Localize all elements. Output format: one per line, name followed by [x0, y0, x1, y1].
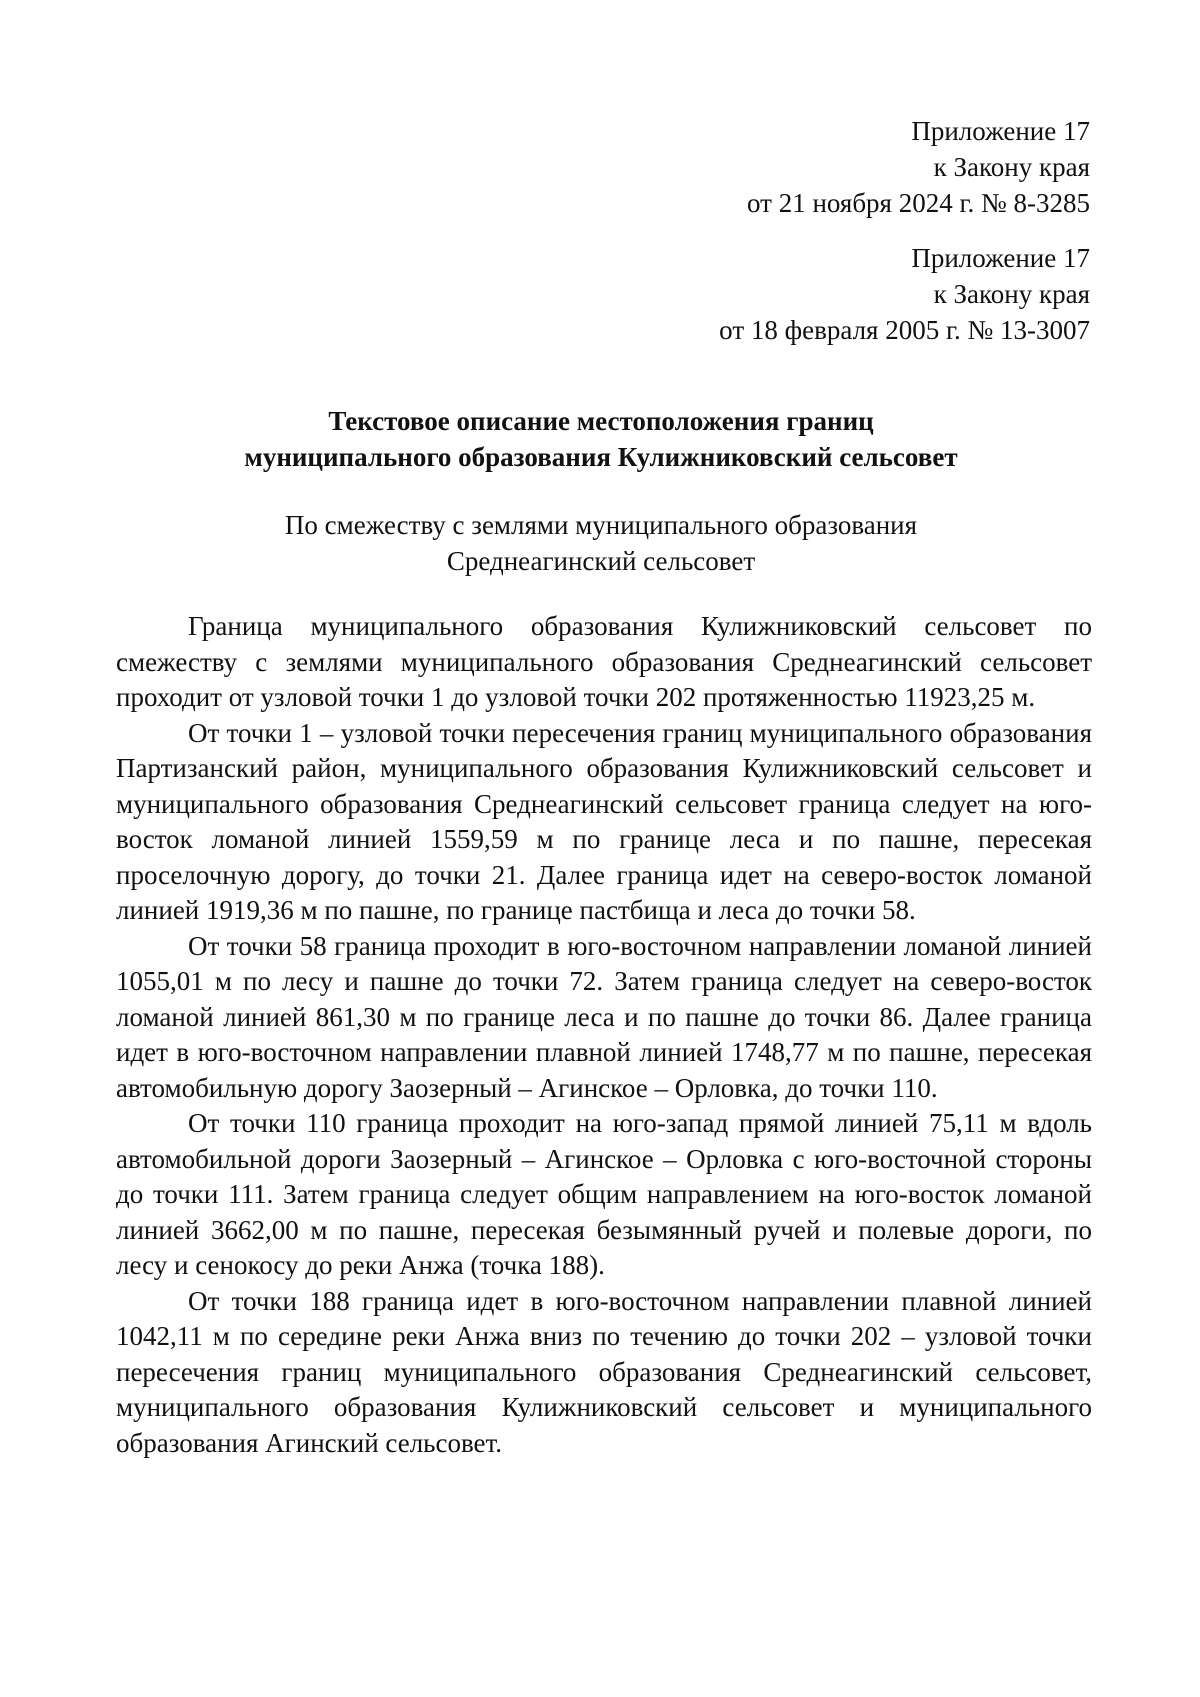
- annex-number: Приложение 17: [911, 243, 1090, 273]
- paragraph: Граница муниципального образования Кулижниковский сельсовет по смежеству с землями муниципального образования Среднеагинский сельсовет проходит от узловой точки 1 до узловой точки 202 протяженностью 11923,25 м.: [116, 611, 1092, 712]
- annex-header-original: [719, 240, 1090, 348]
- section-subtitle-line-1: По смежеству с землями муниципального образования: [284, 510, 918, 540]
- document-title-line-2: муниципального образования Кулижниковский сельсовет: [244, 442, 958, 472]
- paragraph: От точки 1 – узловой точки пересечения границ муниципального образования Партизанский район, муниципального образования Кулижниковский сельсовет и муниципального образования Среднеагинский сельсовет граница следует на юго-восток ломаной линией 1559,59 м по границе леса и по пашне, пересекая проселочную дорогу, до точки 21. Далее граница идет на северо-восток ломаной линией 1919,36 м по пашне, по границе пастбища и леса до точки 58.: [116, 717, 1092, 925]
- paragraph: От точки 110 граница проходит на юго-запад прямой линией 75,11 м вдоль автомобильной дороги Заозерный – Агинское – Орловка с юго-восточной стороны до точки 111. Затем граница следует общим направлением на юго-восток ломаной линией 3662,00 м по пашне, пересекая безымянный ручей и полевые дороги, по лесу и сенокосу до реки Анжа (точка 188).: [116, 1108, 1092, 1280]
- paragraph: От точки 188 граница идет в юго-восточном направлении плавной линией 1042,11 м по середине реки Анжа вниз по течению до точки 202 – узловой точки пересечения границ муниципального образования Среднеагинский сельсовет, муниципального образования Кулижниковский сельсовет и муниципального образования Агинский сельсовет.: [116, 1285, 1092, 1458]
- section-subtitle-line-2: Среднеагинский сельсовет: [446, 546, 756, 576]
- boundary-description: [116, 609, 1092, 1461]
- annex-law-ref: к Закону края: [933, 279, 1090, 309]
- document-title: [110, 403, 1092, 475]
- paragraph: От точки 58 граница проходит в юго-восточном направлении ломаной линией 1055,01 м по лесу и пашне до точки 72. Затем граница следует на северо-восток ломаной линией 861,30 м по границе леса и по пашне до точки 86. Далее граница идет в юго-восточном направлении плавной линией 1748,77 м по пашне, пересекая автомобильную дорогу Заозерный – Агинское – Орловка, до точки 110.: [116, 930, 1092, 1103]
- annex-law-ref: к Закону края: [933, 152, 1090, 182]
- annex-law-date: от 21 ноября 2024 г. № 8-3285: [747, 188, 1090, 218]
- document-title-line-1: Текстовое описание местоположения границ: [328, 406, 874, 436]
- annex-header-current: [747, 113, 1090, 221]
- annex-law-date: от 18 февраля 2005 г. № 13-3007: [719, 315, 1090, 345]
- section-subtitle: [110, 507, 1092, 579]
- annex-number: Приложение 17: [911, 116, 1090, 146]
